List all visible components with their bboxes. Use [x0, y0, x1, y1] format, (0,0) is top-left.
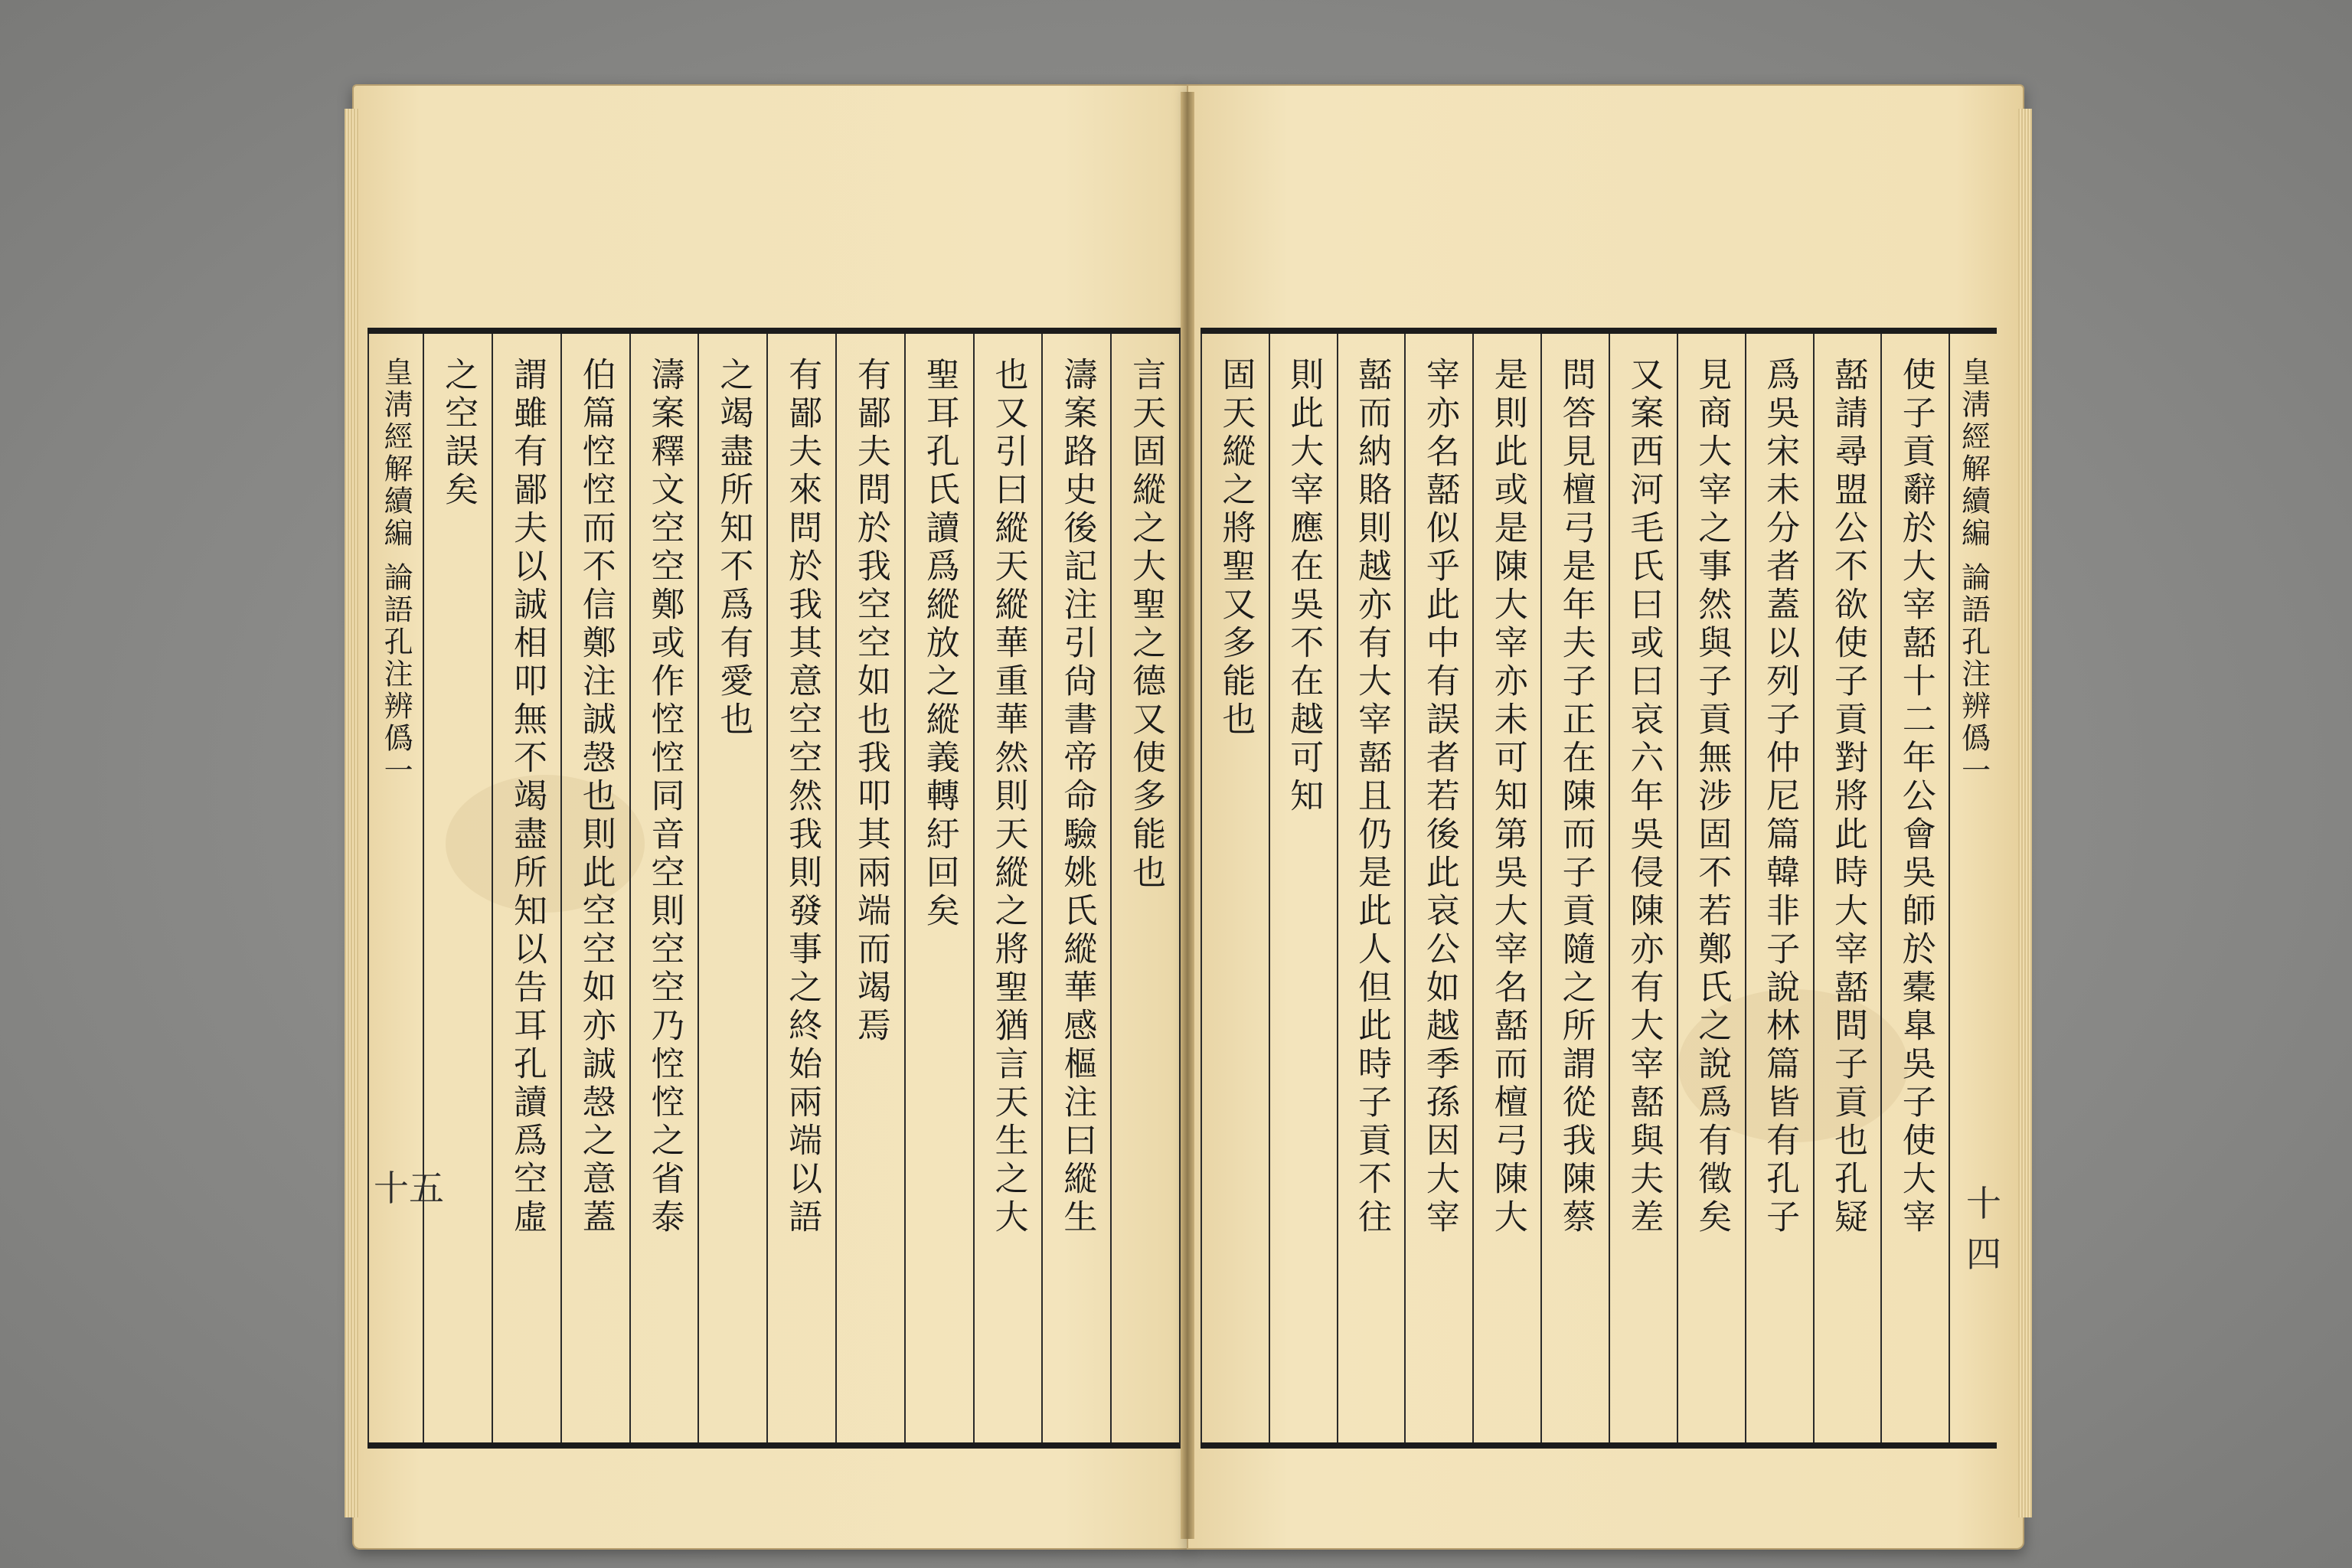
- left-text-columns: [368, 334, 1179, 1442]
- text-column: 有鄙夫來問於我其意空空然我則發事之終始兩端以語: [766, 334, 835, 1442]
- left-page-number: 十五: [374, 1168, 444, 1209]
- text-column: 問答見檀弓是年夫子正在陳而子貢隨之所謂從我陳蔡: [1540, 334, 1609, 1442]
- right-page-edge: [2018, 109, 2032, 1517]
- text-column: 聖耳孔氏讀爲縱放之縱義轉紆回矣: [904, 334, 973, 1442]
- text-column: 使子貢辭於大宰嚭十二年公會吳師於橐臯吳子使大宰: [1880, 334, 1949, 1442]
- center-column-right: 皇淸經解續編 論語孔注辨僞一: [1949, 334, 1997, 1442]
- text-column: 嚭請尋盟公不欲使子貢對將此時大宰嚭問子貢也孔疑: [1813, 334, 1881, 1442]
- text-column: 濤案路史後記注引尙書帝命驗姚氏縱華感樞注曰縱生: [1041, 334, 1110, 1442]
- text-column: 伯篇悾悾而不信鄭注誠愨也則此空空如亦誠愨之意蓋: [560, 334, 629, 1442]
- right-page-number: 十四: [1966, 1183, 2001, 1275]
- book-gutter: [1181, 92, 1194, 1539]
- right-text-columns: [1200, 334, 1997, 1442]
- text-column: 有鄙夫問於我空空如也我叩其兩端而竭焉: [835, 334, 904, 1442]
- text-column: 是則此或是陳大宰亦未可知第吳大宰名嚭而檀弓陳大: [1472, 334, 1540, 1442]
- right-text-frame: [1200, 328, 2001, 1449]
- text-column: 爲吳宋未分者蓋以列子仲尼篇韓非子說林篇皆有孔子: [1745, 334, 1813, 1442]
- text-column: 之竭盡所知不爲有愛也: [697, 334, 766, 1442]
- text-column: 謂雖有鄙夫以誠相叩無不竭盡所知以告耳孔讀爲空虛: [492, 334, 560, 1442]
- center-column-left: 皇淸經解續編 論語孔注辨僞一: [368, 334, 423, 1442]
- open-book: [337, 84, 2021, 1554]
- text-column: 也又引曰縱天縱華重華然則天縱之將聖猶言天生之大: [973, 334, 1042, 1442]
- text-column: 又案西河毛氏曰或曰哀六年吳侵陳亦有大宰嚭與夫差: [1609, 334, 1677, 1442]
- text-column: 固天縱之將聖又多能也: [1200, 334, 1269, 1442]
- text-column: 言天固縱之大聖之德又使多能也: [1110, 334, 1179, 1442]
- text-column: 則此大宰應在吳不在越可知: [1269, 334, 1337, 1442]
- text-column: 嚭而納賂則越亦有大宰嚭且仍是此人但此時子貢不往: [1337, 334, 1405, 1442]
- text-column: 之空誤矣: [423, 334, 492, 1442]
- left-text-frame: [368, 328, 1181, 1449]
- text-column: 見商大宰之事然與子貢無涉固不若鄭氏之說爲有徵矣: [1677, 334, 1745, 1442]
- text-column: 濤案釋文空空鄭或作悾悾同音空則空空乃悾悾之省泰: [629, 334, 698, 1442]
- left-page-edge: [345, 109, 358, 1517]
- text-column: 宰亦名嚭似乎此中有誤者若後此哀公如越季孫因大宰: [1404, 334, 1472, 1442]
